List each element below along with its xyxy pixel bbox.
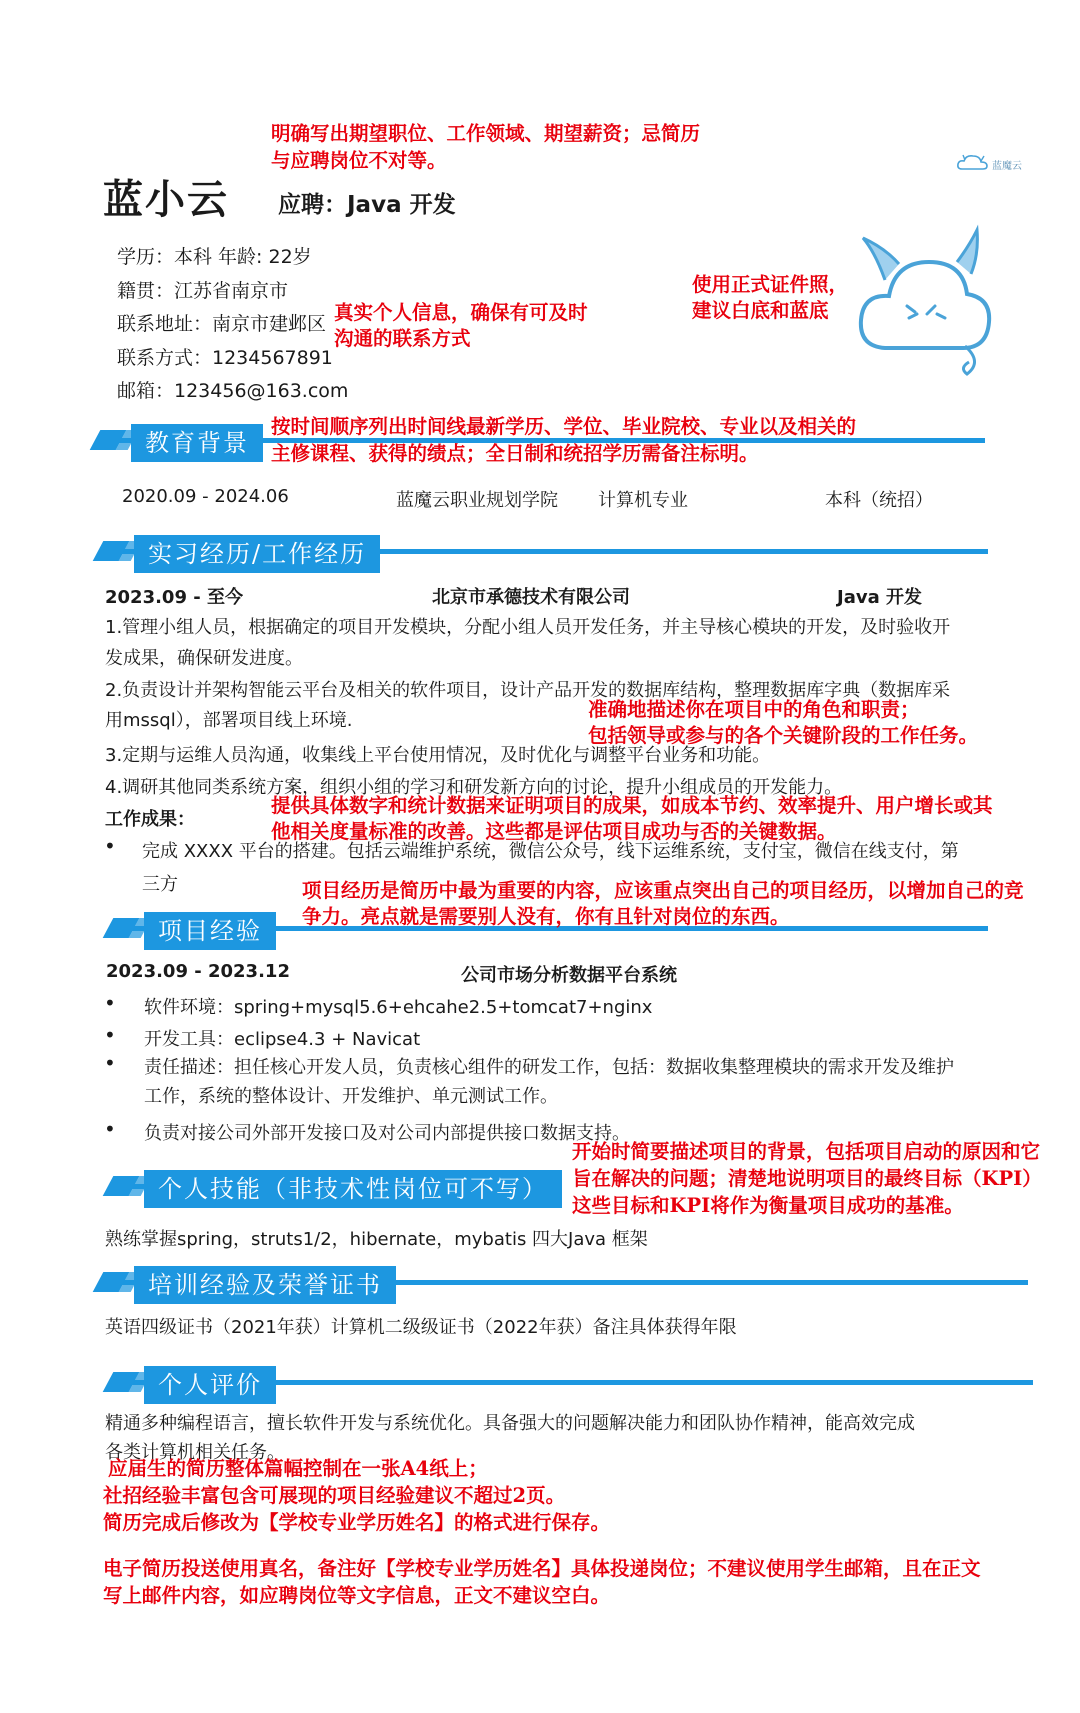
- training-text: 英语四级证书（2021年获）计算机二级级证书（2022年获）备注具体获得年限: [105, 1317, 737, 1338]
- note-length-c: 简历完成后修改为【学校专业学历姓名】的格式进行保存。: [103, 1511, 611, 1534]
- proj-env: 软件环境：spring+mysql5.6+ehcahe2.5+tomcat7+nginx: [144, 997, 653, 1018]
- section-skills-title: 个人技能（非技术性岗位可不写）: [144, 1170, 562, 1208]
- info-phone: 联系方式：1234567891: [117, 347, 333, 369]
- proj-duty-b: 工作，系统的整体设计、开发维护、单元测试工作。: [144, 1086, 558, 1107]
- info-native-place: 籍贯：江苏省南京市: [117, 280, 289, 302]
- note-info-a: 真实个人信息，确保有可及时: [334, 301, 588, 324]
- exp-period: 2023.09 - 至今: [105, 587, 243, 608]
- exp-result-1b: 三方: [142, 874, 178, 895]
- bullet-dot: •: [104, 834, 116, 858]
- note-education-b: 主修课程、获得的绩点；全日制和统招学历需备注标明。: [271, 442, 759, 465]
- proj-period: 2023.09 - 2023.12: [106, 961, 290, 982]
- section-project-title: 项目经验: [144, 912, 276, 950]
- bullet-dot: •: [104, 1117, 116, 1141]
- proj-interface: 负责对接公司外部开发接口及对公司内部提供接口数据支持。: [144, 1123, 630, 1144]
- note-kpi-b: 旨在解决的问题；清楚地说明项目的最终目标（KPI）: [572, 1167, 1042, 1190]
- note-project-b: 争力。亮点就是需要别人没有，你有且针对岗位的东西。: [302, 905, 790, 928]
- note-project-a: 项目经历是简历中最为重要的内容，应该重点突出自己的项目经历，以增加自己的竞: [302, 879, 1024, 902]
- edu-major: 计算机专业: [598, 490, 688, 511]
- skills-text: 熟练掌握spring，struts1/2，hibernate，mybatis 四大Java 框架: [105, 1229, 648, 1250]
- edu-period: 2020.09 - 2024.06: [122, 486, 289, 507]
- note-results-a: 提供具体数字和统计数据来证明项目的成果，如成本节约、效率提升、用户增长或其: [271, 794, 993, 817]
- section-training-header: [98, 1266, 1028, 1304]
- eval-text-b: 各类计算机相关任务。: [105, 1442, 285, 1463]
- cloud-logo-icon: [956, 153, 990, 173]
- exp-item-1a: 1.管理小组人员，根据确定的项目开发模块，分配小组人员开发任务，并主导核心模块的开发，及时验收开: [105, 617, 951, 638]
- mascot-photo-icon: [855, 222, 995, 382]
- section-evaluation-header: [108, 1366, 1033, 1404]
- applied-position: 应聘：Java 开发: [278, 192, 456, 218]
- candidate-name: 蓝小云: [103, 177, 229, 223]
- section-skills-header: [108, 1170, 560, 1208]
- note-education-a: 按时间顺序列出时间线最新学历、学位、毕业院校、专业以及相关的: [271, 415, 857, 438]
- info-address: 联系地址：南京市建邺区: [117, 313, 327, 335]
- info-email: 邮箱：123456@163.com: [117, 380, 349, 402]
- exp-company: 北京市承德技术有限公司: [432, 587, 630, 608]
- section-experience-title: 实习经历/工作经历: [134, 535, 380, 573]
- bullet-dot: •: [104, 1051, 116, 1075]
- exp-item-3: 3.定期与运维人员沟通，收集线上平台使用情况，及时优化与调整平台业务和功能。: [105, 745, 771, 766]
- note-kpi-a: 开始时简要描述项目的背景，包括项目启动的原因和它: [572, 1140, 1041, 1163]
- exp-result-1a: 完成 XXXX 平台的搭建。包括云端维护系统，微信公众号，线下运维系统，支付宝，微信在线支付，第: [142, 841, 959, 862]
- section-training-title: 培训经验及荣誉证书: [134, 1266, 396, 1304]
- bullet-dot: •: [104, 991, 116, 1015]
- section-evaluation-title: 个人评价: [144, 1366, 276, 1404]
- note-kpi-c: 这些目标和KPI将作为衡量项目成功的基准。: [572, 1194, 964, 1217]
- note-info-b: 沟通的联系方式: [334, 327, 471, 350]
- exp-item-4: 4.调研其他同类系统方案，组织小组的学习和研发新方向的讨论，提升小组成员的开发能力。: [105, 777, 843, 798]
- note-email-a: 电子简历投送使用真名，备注好【学校专业学历姓名】具体投递岗位；不建议使用学生邮箱，且在正文: [103, 1557, 981, 1580]
- note-length-a: 应届生的简历整体篇幅控制在一张A4纸上；: [108, 1457, 488, 1480]
- note-position-b: 与应聘岗位不对等。: [271, 149, 447, 172]
- proj-name: 公司市场分析数据平台系统: [461, 965, 677, 986]
- note-role-b: 包括领导或参与的各个关键阶段的工作任务。: [588, 724, 979, 747]
- edu-school: 蓝魔云职业规划学院: [396, 490, 558, 511]
- edu-degree: 本科（统招）: [825, 490, 933, 511]
- note-role-a: 准确地描述你在项目中的角色和职责；: [588, 698, 920, 721]
- note-results-b: 他相关度量标准的改善。这些都是评估项目成功与否的关键数据。: [271, 820, 837, 843]
- note-position-a: 明确写出期望职位、工作领域、期望薪资；忌简历: [271, 122, 701, 145]
- note-photo-a: 使用正式证件照，: [692, 273, 849, 296]
- proj-duty-a: 责任描述：担任核心开发人员，负责核心组件的研发工作，包括：数据收集整理模块的需求开发及维护: [144, 1057, 954, 1078]
- note-length-b: 社招经验丰富包含可展现的项目经验建议不超过2页。: [103, 1484, 566, 1507]
- note-email-b: 写上邮件内容，如应聘岗位等文字信息，正文不建议空白。: [103, 1584, 611, 1607]
- proj-tools: 开发工具：eclipse4.3 + Navicat: [144, 1029, 421, 1050]
- exp-item-2b: 用mssql），部署项目线上环境.: [105, 710, 353, 731]
- section-experience-header: [98, 535, 988, 573]
- note-photo-b: 建议白底和蓝底: [692, 299, 829, 322]
- exp-item-2a: 2.负责设计并架构智能云平台及相关的软件项目，设计产品开发的数据库结构，整理数据库字典（数据库采: [105, 680, 951, 701]
- info-education-age: 学历：本科 年龄: 22岁: [117, 246, 312, 268]
- exp-item-1b: 发成果，确保研发进度。: [105, 648, 303, 669]
- brand-logo: [956, 153, 1036, 175]
- bullet-dot: •: [104, 1023, 116, 1047]
- logo-text: 蓝魔云: [992, 161, 1022, 172]
- section-education-title: 教育背景: [131, 424, 263, 462]
- exp-results-label: 工作成果：: [105, 809, 195, 830]
- exp-role: Java 开发: [837, 587, 922, 608]
- eval-text-a: 精通多种编程语言，擅长软件开发与系统优化。具备强大的问题解决能力和团队协作精神，能高效完成: [105, 1413, 915, 1434]
